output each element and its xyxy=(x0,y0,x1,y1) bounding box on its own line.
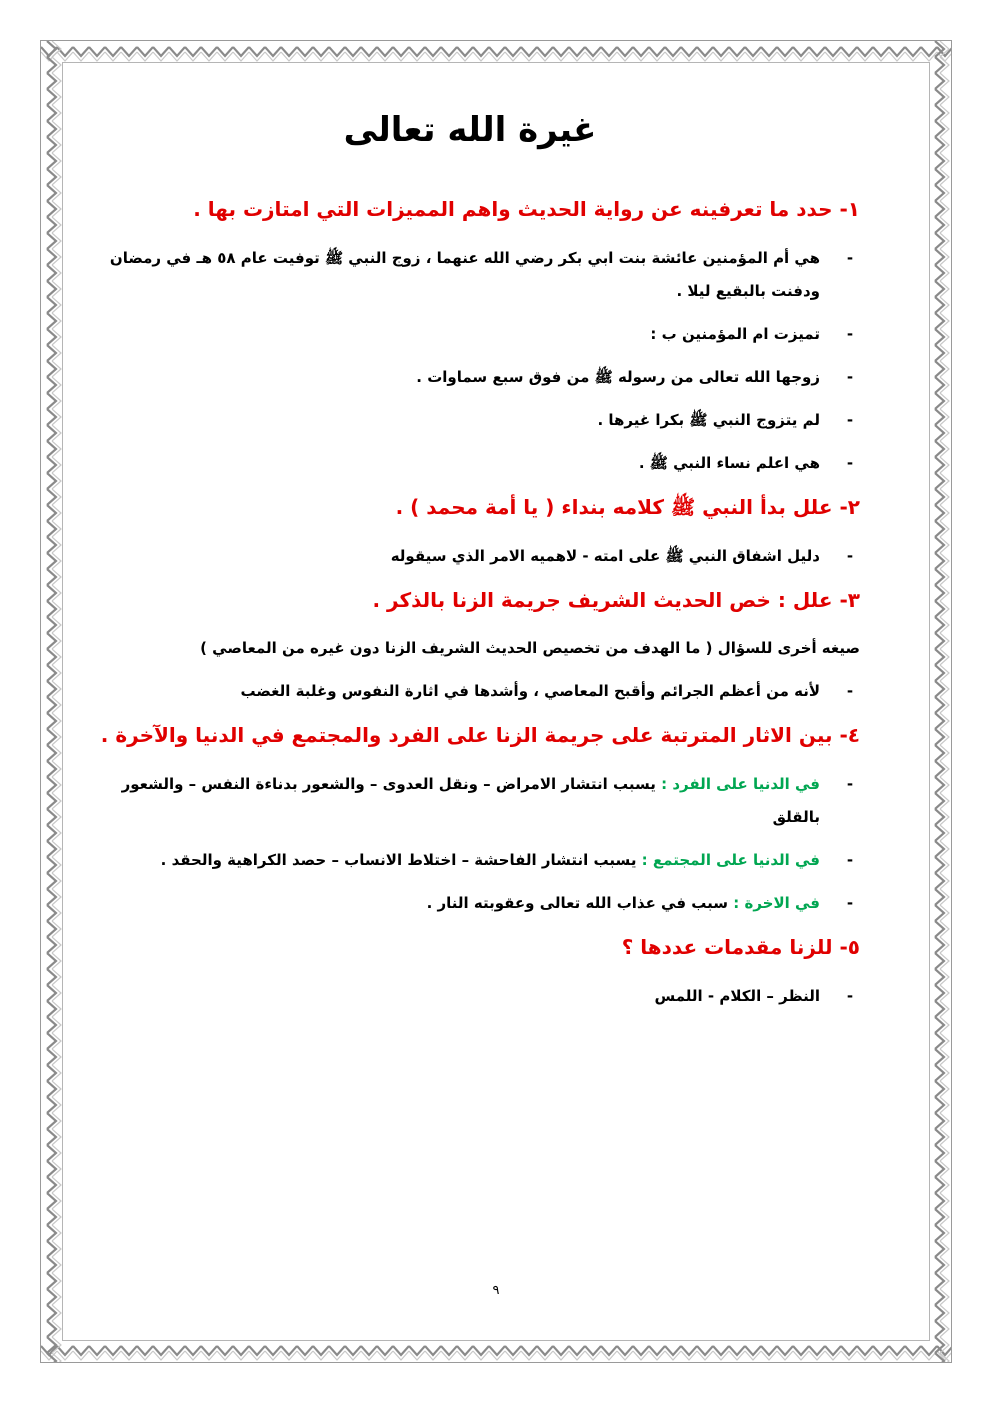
question-heading: ١- حدد ما تعرفينه عن رواية الحديث واهم المميزات التي امتازت بها . xyxy=(193,197,860,221)
list-item-text: لم يتزوج النبي ﷺ بكرا غيرها . xyxy=(597,411,820,429)
answer-list xyxy=(80,980,860,1013)
answer-list xyxy=(80,768,860,920)
list-item xyxy=(78,887,860,920)
bullet-dash: - xyxy=(846,249,854,267)
list-item-text: تميزت ام المؤمنين ب : xyxy=(650,325,820,343)
list-item xyxy=(78,404,860,437)
bullet-dash: - xyxy=(846,547,854,565)
answer-list xyxy=(80,675,860,708)
zigzag-border-bottom xyxy=(41,1340,951,1362)
list-item xyxy=(78,447,860,480)
list-item-text: زوجها الله تعالى من رسوله ﷺ من فوق سبع سماوات . xyxy=(416,368,820,386)
bullet-dash: - xyxy=(846,454,854,472)
list-item-text: هي أم المؤمنين عائشة بنت ابي بكر رضي الله عنهما ، زوج النبي ﷺ توفيت عام ٥٨ هـ في رمضان ودفنت بالبقيع ليلا . xyxy=(109,249,820,300)
bullet-dash: - xyxy=(846,368,854,386)
bullet-dash: - xyxy=(846,894,854,912)
section-1 xyxy=(80,194,860,480)
effect-text: يسبب انتشار الامراض – ونقل العدوى – والشعور بدناءة النفس – والشعور بالقلق xyxy=(121,775,820,826)
list-item xyxy=(78,361,860,394)
effect-label: في الدنيا على الفرد : xyxy=(661,775,820,793)
list-item-text: النظر – الكلام - اللمس xyxy=(654,987,820,1005)
effect-text: يسبب انتشار الفاحشة – اختلاط الانساب – حصد الكراهية والحقد . xyxy=(160,851,642,869)
list-item-text: لأنه من أعظم الجرائم وأقبح المعاصي ، وأشدها في اثارة النفوس وغلبة الغضب xyxy=(240,682,820,700)
answer-list xyxy=(80,540,860,573)
list-item xyxy=(80,540,860,573)
bullet-dash: - xyxy=(846,682,854,700)
effect-label: في الاخرة : xyxy=(733,894,820,912)
effect-label: في الدنيا على المجتمع : xyxy=(641,851,820,869)
list-item xyxy=(78,844,860,877)
list-item xyxy=(78,318,860,351)
bullet-dash: - xyxy=(846,411,854,429)
list-item xyxy=(80,675,860,708)
section-2 xyxy=(80,492,860,573)
page-title: غيرة الله تعالى xyxy=(343,110,597,150)
section-3 xyxy=(80,585,860,708)
page-number: ٩ xyxy=(492,1283,500,1298)
question-heading: ٢- علل بدأ النبي ﷺ كلامه بنداء ( يا أمة محمد ) . xyxy=(395,495,860,519)
zigzag-border-right xyxy=(929,41,951,1362)
alternate-question-note: صيغه أخرى للسؤال ( ما الهدف من تخصيص الحديث الشريف الزنا دون غيره من المعاصي ) xyxy=(200,639,860,657)
list-item-text: دليل اشفاق النبي ﷺ على امته - لاهميه الامر الذي سيقوله xyxy=(390,547,820,565)
zigzag-border-left xyxy=(41,41,63,1362)
list-item-text: هي اعلم نساء النبي ﷺ . xyxy=(638,454,820,472)
document-body xyxy=(80,110,860,1025)
bullet-dash: - xyxy=(846,851,854,869)
question-heading: ٥- للزنا مقدمات عددها ؟ xyxy=(621,935,860,959)
bullet-dash: - xyxy=(846,987,854,1005)
effect-text: سبب في عذاب الله تعالى وعقوبته النار . xyxy=(426,894,734,912)
zigzag-border-top xyxy=(41,41,951,63)
list-item xyxy=(78,768,860,834)
answer-list xyxy=(80,242,860,480)
bullet-dash: - xyxy=(846,775,854,793)
list-item xyxy=(80,980,860,1013)
section-5 xyxy=(80,932,860,1013)
list-item xyxy=(78,242,860,308)
bullet-dash: - xyxy=(846,325,854,343)
section-4 xyxy=(80,720,860,920)
question-heading: ٤- بين الاثار المترتبة على جريمة الزنا على الفرد والمجتمع في الدنيا والآخرة . xyxy=(100,723,860,747)
question-heading: ٣- علل : خص الحديث الشريف جريمة الزنا بالذكر . xyxy=(372,588,860,612)
